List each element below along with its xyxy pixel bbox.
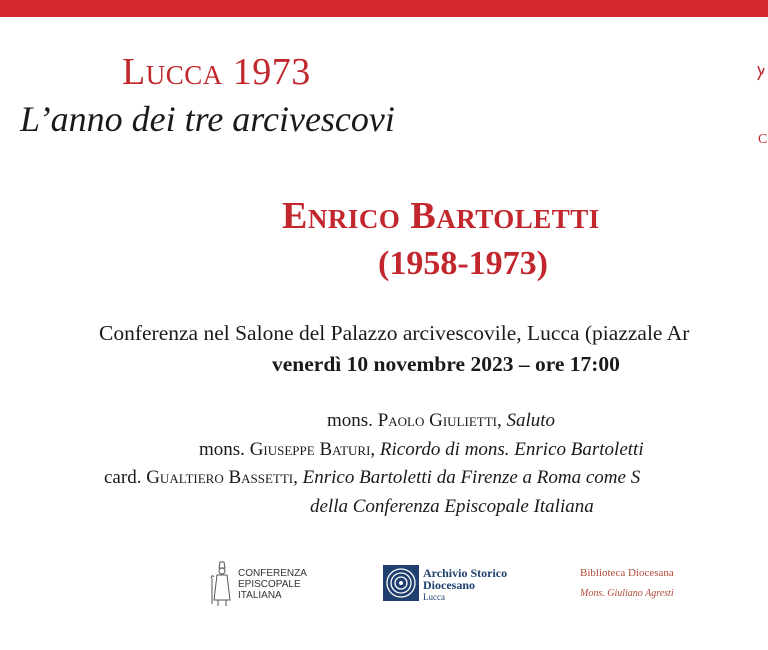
archivio-logo-text: [423, 567, 507, 603]
bishop-figure-icon: [208, 560, 236, 608]
cei-logo: [208, 560, 308, 610]
speaker-separator: ,: [293, 467, 298, 488]
cei-line: CONFERENZA: [238, 568, 307, 579]
speaker-separator: ,: [496, 410, 502, 431]
cei-logo-text: [238, 568, 307, 601]
talk-title-continued: della Conferenza Episcopale Italiana: [310, 496, 594, 517]
speaker-line: [199, 439, 644, 461]
talk-title: Ricordo di mons. Enrico Bartoletti: [379, 439, 644, 460]
speaker-line: [327, 410, 555, 432]
talk-title: Enrico Bartoletti da Firenze a Roma come S: [302, 467, 641, 488]
biblioteca-title: Biblioteca Diocesana: [580, 567, 674, 579]
cei-line: ITALIANA: [238, 590, 282, 601]
speaker-name: Gualtiero Bassetti: [146, 467, 294, 488]
speaker-name: Giuseppe Baturi: [249, 439, 371, 460]
event-series-title: Lucca 1973: [122, 51, 311, 93]
sponsor-logos: [0, 560, 768, 620]
partial-logo-text: C: [758, 132, 768, 147]
speaker-line: [104, 467, 640, 489]
top-red-bar: [0, 0, 768, 17]
conference-date: venerdì 10 novembre 2023 – ore 17:00: [272, 352, 620, 376]
cei-line: EPISCOPALE: [238, 579, 301, 590]
archivio-line: Diocesano: [423, 578, 475, 592]
speaker-title: mons.: [199, 439, 245, 460]
archivio-line: Archivio Storico: [423, 566, 508, 580]
biblioteca-subtitle: Mons. Giuliano Agresti: [580, 588, 674, 599]
talk-title: Saluto: [506, 410, 556, 431]
event-series-subtitle: L’anno dei tre arcivescovi: [20, 99, 395, 139]
conference-location: Conferenza nel Salone del Palazzo arcivescovile, Lucca (piazzale Ar: [99, 321, 690, 345]
speaker-name: Paolo Giulietti: [377, 410, 497, 431]
archivio-logo: [383, 565, 513, 609]
labyrinth-icon: [383, 565, 419, 601]
archivio-line: Lucca: [423, 592, 445, 602]
speaker-title: mons.: [327, 410, 373, 431]
speaker-subject-name: Enrico Bartoletti: [282, 195, 600, 237]
partial-logo-icon: [752, 64, 768, 84]
speaker-title: card.: [104, 467, 142, 488]
speaker-separator: ,: [370, 439, 376, 460]
biblioteca-logo: [580, 567, 700, 607]
subject-years: (1958-1973): [378, 245, 548, 282]
